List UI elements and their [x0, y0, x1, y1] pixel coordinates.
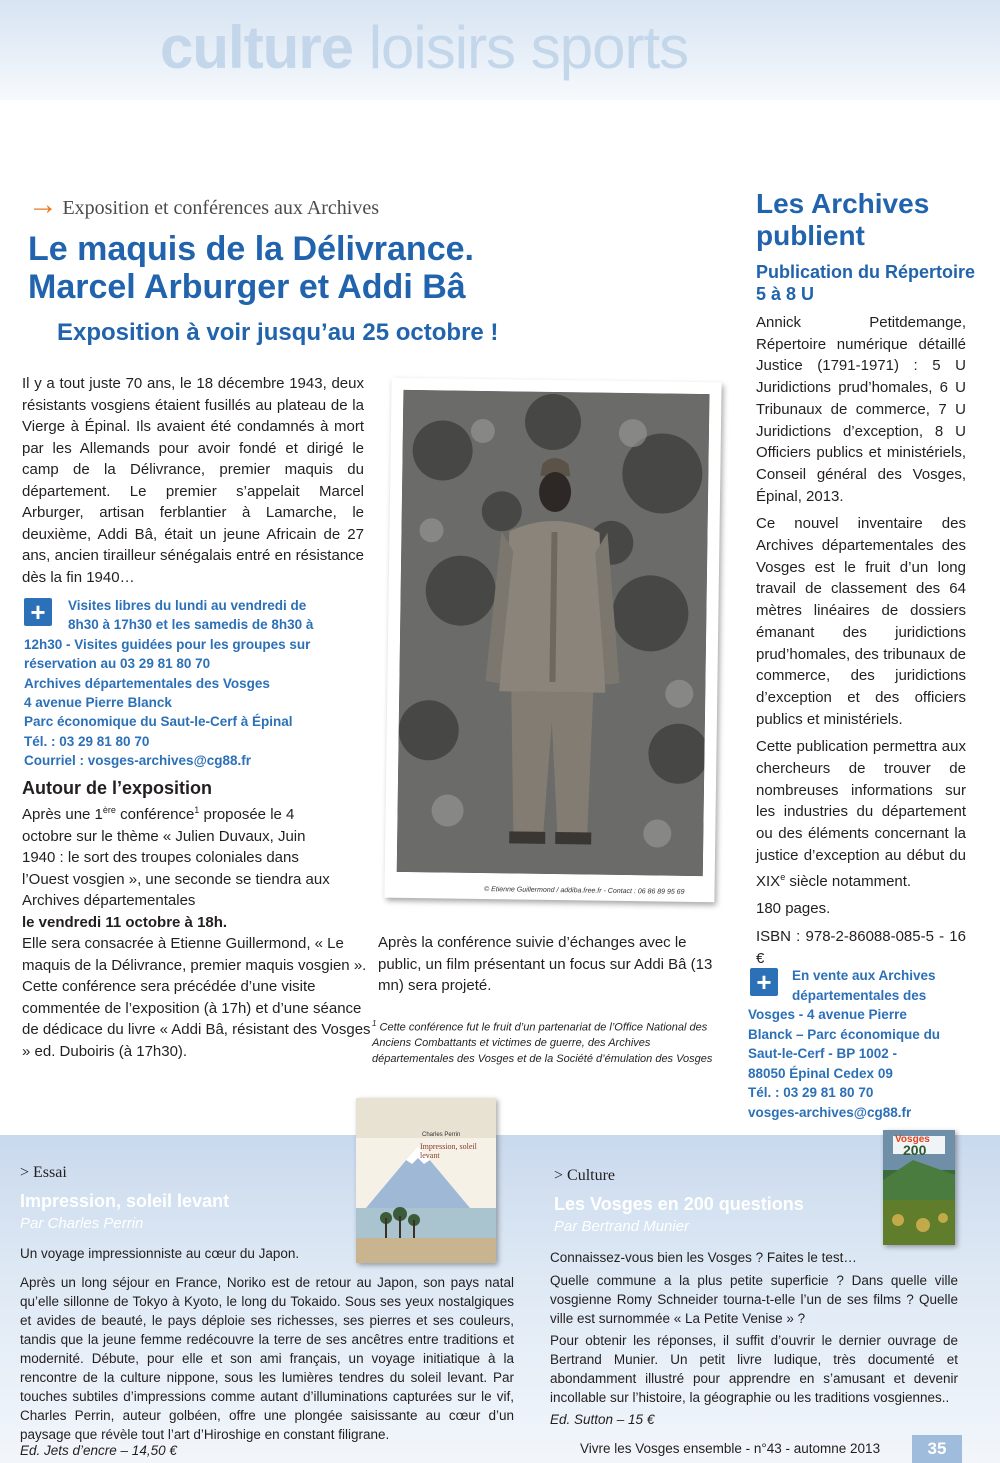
- review-category-essai: > Essai: [20, 1164, 67, 1181]
- book-title-vosges: Vosges: [895, 1134, 930, 1145]
- book-number: 200: [903, 1142, 927, 1158]
- section-rubric: [160, 10, 688, 86]
- review-price-impression: Ed. Jets d’encre – 14,50 €: [20, 1443, 177, 1458]
- book-cover-vosges: [883, 1130, 955, 1245]
- review-title-vosges: Les Vosges en 200 questions: [554, 1194, 804, 1214]
- plus-icon-sidebar: +: [750, 968, 778, 996]
- sidebar-subtitle: Publication du Répertoire 5 à 8 U: [756, 262, 976, 304]
- review-author-munier: Par Bertrand Munier: [554, 1218, 690, 1235]
- sidebar-pages: 180 pages.: [756, 900, 831, 918]
- book-title: Impression, soleil levant: [420, 1142, 477, 1160]
- sidebar-body: [756, 312, 966, 969]
- around-paragraph-3: Cette conférence sera précédée d’une visite commentée de l’exposition (à 17h) et d’une séance de dédicace du livre « Addi Bâ, résistant des Vosges » ed. Duboiris (à 17h30).: [22, 978, 371, 1060]
- review-lead-vosges: Connaissez-vous bien les Vosges ? Faites le test…: [550, 1250, 857, 1265]
- rubric-bold: culture: [160, 14, 354, 81]
- book-cover-art: [356, 1098, 496, 1263]
- photo-image: [397, 390, 710, 876]
- review-body1-vosges: Quelle commune a la plus petite superficie ? Dans quelle ville vosgienne Romy Schneider tourna-t-elle l’un de ses films ? Quelle ville est surnommée « La Petite Venise » ?: [550, 1273, 958, 1326]
- review-body-impression: Après un long séjour en France, Noriko est de retour au Japon, son pays natal qu’elle sillonne de Tokyo à Kyoto, le long du Tokaido. Sous ses yeux nostalgiques et avides de beauté, le pays déploie ses richesses, ses pierres et ses couleurs, tandis que la jeune femme redécouvre la terre de ses ancêtres entre traditions et modernité. Débute, pour elle et son ami français, un voyage initiatique à la rencontre de la culture nippone, sous les lumières tendres du soleil levant. Par touches subtiles d’impressions comme autant d’illuminations capturées sur le vif, Charles Perrin, auteur golbéen, offre une plongée saisissante au cœur d’un paysage que révèle tout l’art d’Hiroshige en constant filigrane.: [20, 1275, 514, 1442]
- book-author: Charles Perrin: [422, 1132, 461, 1138]
- conference-date: le vendredi 11 octobre à 18h.: [22, 913, 228, 931]
- photo-caption: © Etienne Guillermond / addiba.free.fr - Contact : 06 86 89 95 69: [483, 886, 685, 896]
- review-price-vosges: Ed. Sutton – 15 €: [550, 1412, 655, 1427]
- rubric-light: loisirs sports: [368, 14, 689, 81]
- article-subtitle: Exposition à voir jusqu’au 25 octobre !: [57, 319, 499, 346]
- sidebar-title: Les Archives publient: [756, 188, 930, 251]
- review-lead-impression: Un voyage impressionniste au cœur du Japon.: [20, 1246, 300, 1261]
- page-number: 35: [912, 1435, 962, 1463]
- review-body2-vosges: Pour obtenir les réponses, il suffit d’ouvrir le dernier ouvrage de Bertrand Munier. Un petit livre ludique, très documenté et abondamment illustré pour apprendre en s’amusant et devenir incollable sur l’histoire, la géographie ou les traditions vosgiennes..: [550, 1333, 958, 1405]
- footnote: $^1$ Cette conférence fut le fruit d’un partenariat de l’Office National des Anciens Combattants et victimes de guerre, des Archives départementales des Vosges et de la Société d’émulation des Vosges: [372, 1019, 713, 1065]
- arrow-right-icon: →: [28, 188, 58, 221]
- plus-icon: +: [24, 598, 52, 626]
- article-intro: Il y a tout juste 70 ans, le 18 décembre 1943, deux résistants vosgiens étaient fusillés au plateau de la Vierge à Épinal. Ils avaient été condamnés à mort par les Allemands pour avoir fondé et dirigé le camp de la Délivrance, premier maquis du département. Le premier s’appelait Marcel Arburger, artisan ferblantier à Lamarche, le deuxième, Addi Bâ, était un jeune Africain de 27 ans, ancien tirailleur sénégalais entré en résistance dès la fin 1940…: [22, 375, 364, 586]
- review-title-impression: Impression, soleil levant: [20, 1191, 230, 1211]
- sidebar-sale-info: En vente aux Archives départementales des Vosges - 4 avenue Pierre Blanck – Parc économique du Saut-le-Cerf - BP 1002 - 88050 Épinal Cedex 09 Tél. : 03 29 81 80 70 vosges-archives@cg88.fr: [748, 968, 941, 1120]
- book-cover-impression: [356, 1098, 496, 1263]
- photo-addi-ba: [384, 378, 721, 903]
- sidebar-isbn: ISBN : 978-2-86088-085-5 - 16 €: [756, 927, 966, 967]
- around-paragraph-1: Après une 1ère conférence$^1$ proposée le 4 octobre sur le thème « Julien Duvaux, Juin 1940 : le sort des troupes coloniales dans l’Ouest vosgien », une seconde se tiendra aux Archives départementales: [22, 805, 330, 909]
- around-paragraph-2: Elle sera consacrée à Etienne Guillermond, « Le maquis de la Délivrance, premier maquis vosgien ».: [22, 935, 367, 974]
- photo-illustration: [397, 390, 710, 876]
- visit-info: Visites libres du lundi au vendredi de 8h30 à 17h30 et les samedis de 8h30 à 12h30 - Visites guidées pour les groupes sur réservation au 03 29 81 80 70 Archives départementales des Vosges 4 avenue Pierre Blanck Parc économique du Saut-le-Cerf à Épinal Tél. : 03 29 81 80 70 Courriel : vosges-archives@cg88.fr: [24, 598, 314, 769]
- magazine-footer: Vivre les Vosges ensemble - n°43 - automne 2013: [580, 1441, 881, 1456]
- sidebar-paragraph-1: Annick Petitdemange, Répertoire numérique détaillé Justice (1791-1971) : 5 U Juridictions prud’homales, 6 U Tribunaux de commerce, 7 U Juridictions d’exception, 8 U Officiers publics et ministériels, Conseil général des Vosges, Épinal, 2013.: [756, 314, 966, 505]
- sidebar-paragraph-2: Ce nouvel inventaire des Archives départementales des Vosges est le fruit d’un long travail de classement des 64 mètres linéaires de dossiers émanant des juridictions prud’homales, des tribunaux de commerce, des juridictions d’exception et des officiers publics et ministériels.: [756, 515, 966, 728]
- around-title: Autour de l’exposition: [22, 778, 213, 798]
- sidebar-paragraph-3: Cette publication permettra aux chercheurs de trouver de nombreuses informations sur les industries du département ou des éléments concernant la justice d’exception au début du XIXe siècle notamment.: [756, 738, 966, 890]
- article-title: Le maquis de la Délivrance. Marcel Arburger et Addi Bâ: [28, 230, 474, 306]
- article-kicker: → Exposition et conférences aux Archives: [28, 188, 380, 221]
- review-author-perrin: Par Charles Perrin: [20, 1215, 144, 1232]
- review-category-culture: > Culture: [554, 1167, 616, 1184]
- after-conference: Après la conférence suivie d’échanges avec le public, un film présentant un focus sur Addi Bâ (13 mn) sera projeté.: [378, 934, 713, 994]
- around-text: [22, 800, 371, 1062]
